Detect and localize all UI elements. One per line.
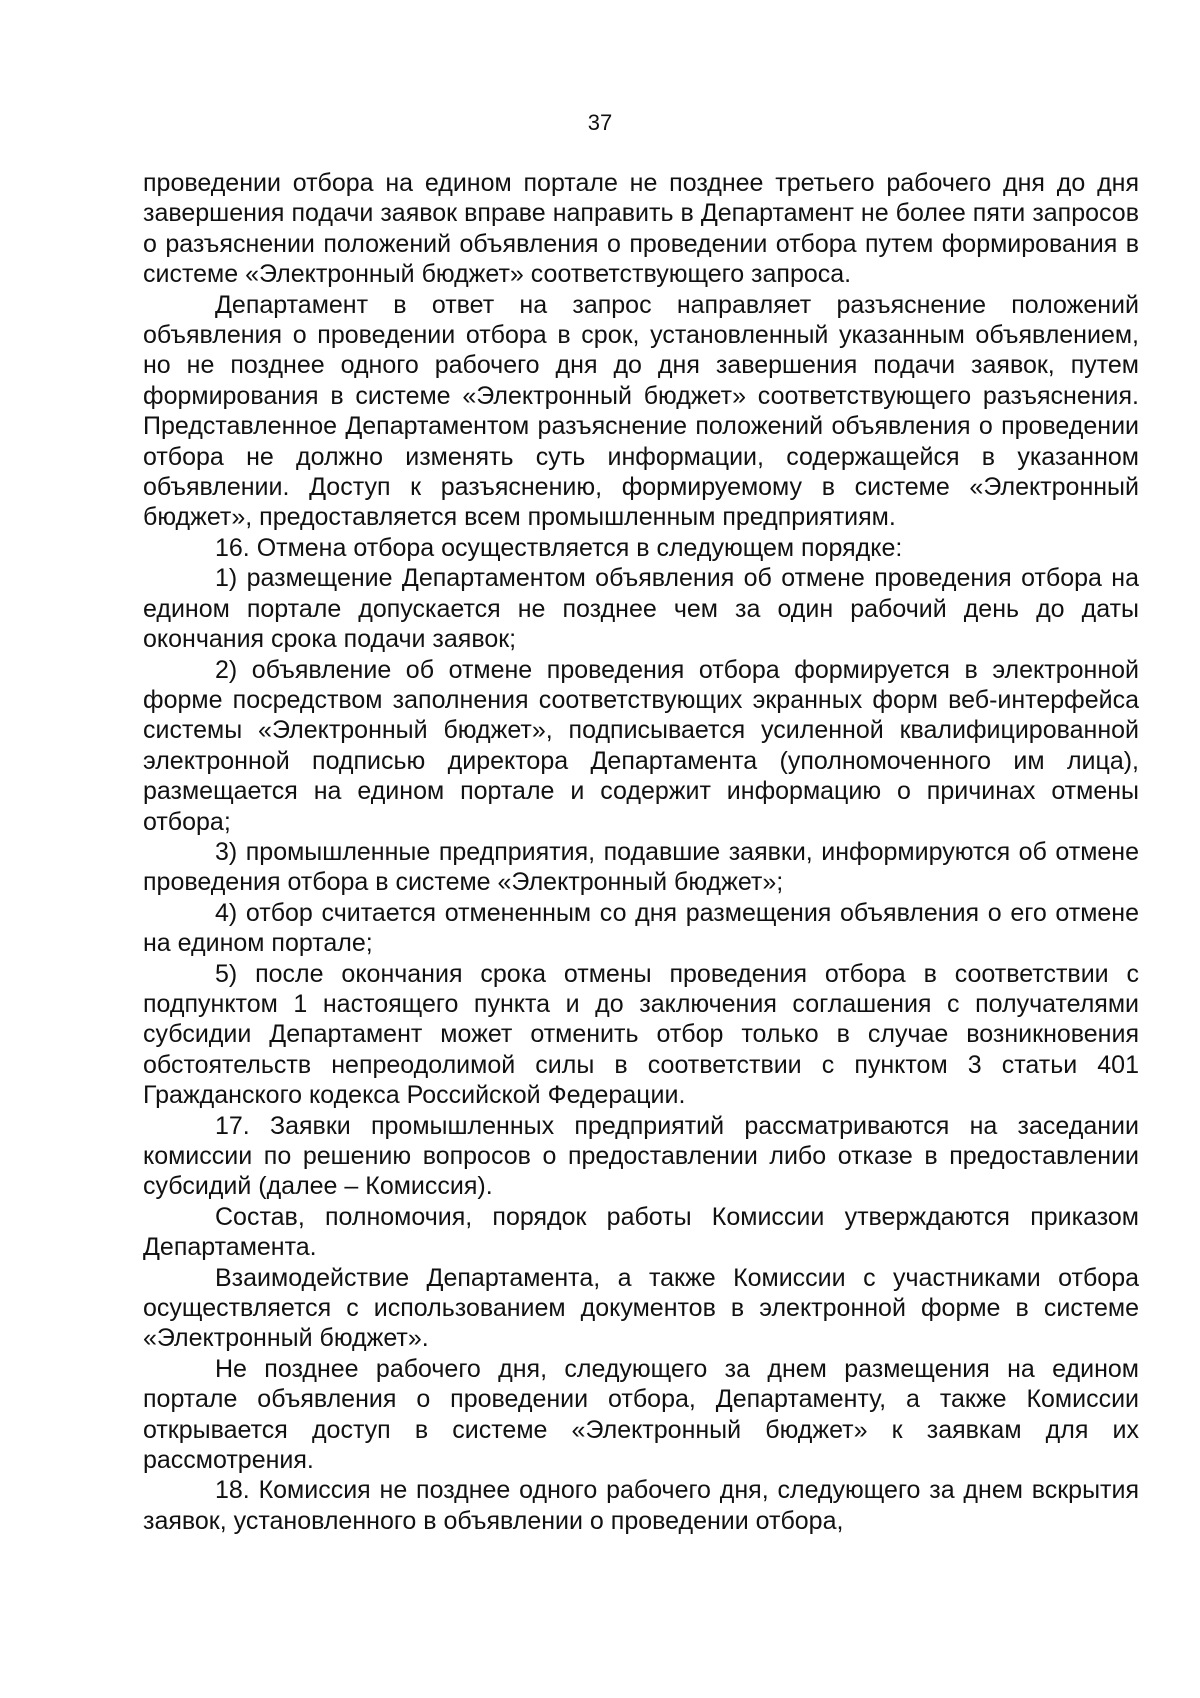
paragraph-subitem-4: 4) отбор считается отмененным со дня размещения объявления о его отмене на едином портале; [143, 898, 1139, 958]
paragraph-item-16: 16. Отмена отбора осуществляется в следующем порядке: [215, 533, 903, 562]
paragraph-item-17: 17. Заявки промышленных предприятий рассматриваются на заседании комиссии по решению вопросов о предоставлении либо отказе в предоставлении субсидий (далее – Комиссия). [143, 1111, 1139, 1201]
paragraph-clarification: Департамент в ответ на запрос направляет разъяснение положений объявления о проведении отбора в срок, установленный указанным объявлением, но не позднее одного рабочего дня до дня завершения подачи заявок, путем формирования в системе «Электронный бюджет» соответствующего разъяснения. Представленное Департаментом разъяснение положений объявления о проведении отбора не должно изменять суть информации, содержащейся в указанном объявлении. Доступ к разъяснению, формируемому в системе «Электронный бюджет», предоставляется всем промышленным предприятиям. [143, 290, 1139, 532]
paragraph-subitem-2: 2) объявление об отмене проведения отбора формируется в электронной форме посредством заполнения соответствующих экранных форм веб-интерфейса системы «Электронный бюджет», подписывается усиленной квалифицированной электронной подписью директора Департамента (уполномоченного им лица), размещается на едином портале и содержит информацию о причинах отмены отбора; [143, 655, 1139, 836]
paragraph-subitem-5: 5) после окончания срока отмены проведения отбора в соответствии с подпунктом 1 настоящего пункта и до заключения соглашения с получателями субсидии Департамент может отменить отбор только в случае возникновения обстоятельств непреодолимой силы в соответствии с пунктом 3 статьи 401 Гражданского кодекса Российской Федерации. [143, 959, 1139, 1110]
document-body [143, 168, 1139, 1536]
paragraph-subitem-3: 3) промышленные предприятия, подавшие заявки, информируются об отмене проведения отбора в системе «Электронный бюджет»; [143, 837, 1139, 897]
paragraph-subitem-1: 1) размещение Департаментом объявления об отмене проведения отбора на едином портале допускается не позднее чем за один рабочий день до даты окончания срока подачи заявок; [143, 564, 1139, 654]
paragraph-access: Не позднее рабочего дня, следующего за днем размещения на едином портале объявления о проведении отбора, Департаменту, а также Комиссии открывается доступ в системе «Электронный бюджет» к заявкам для их рассмотрения. [143, 1354, 1139, 1475]
paragraph-item-18: 18. Комиссия не позднее одного рабочего дня, следующего за днем вскрытия заявок, установленного в объявлении о проведении отбора, [143, 1476, 1139, 1535]
paragraph-continuation: проведении отбора на едином портале не позднее третьего рабочего дня до дня завершения подачи заявок вправе направить в Департамент не более пяти запросов о разъяснении положений объявления о проведении отбора путем формирования в системе «Электронный бюджет» соответствующего запроса. [143, 169, 1139, 289]
paragraph-interaction: Взаимодействие Департамента, а также Комиссии с участниками отбора осуществляется с использованием документов в электронной форме в системе «Электронный бюджет». [143, 1263, 1139, 1353]
paragraph-commission-composition: Состав, полномочия, порядок работы Комиссии утверждаются приказом Департамента. [143, 1202, 1139, 1262]
page-number: 37 [587, 110, 613, 135]
